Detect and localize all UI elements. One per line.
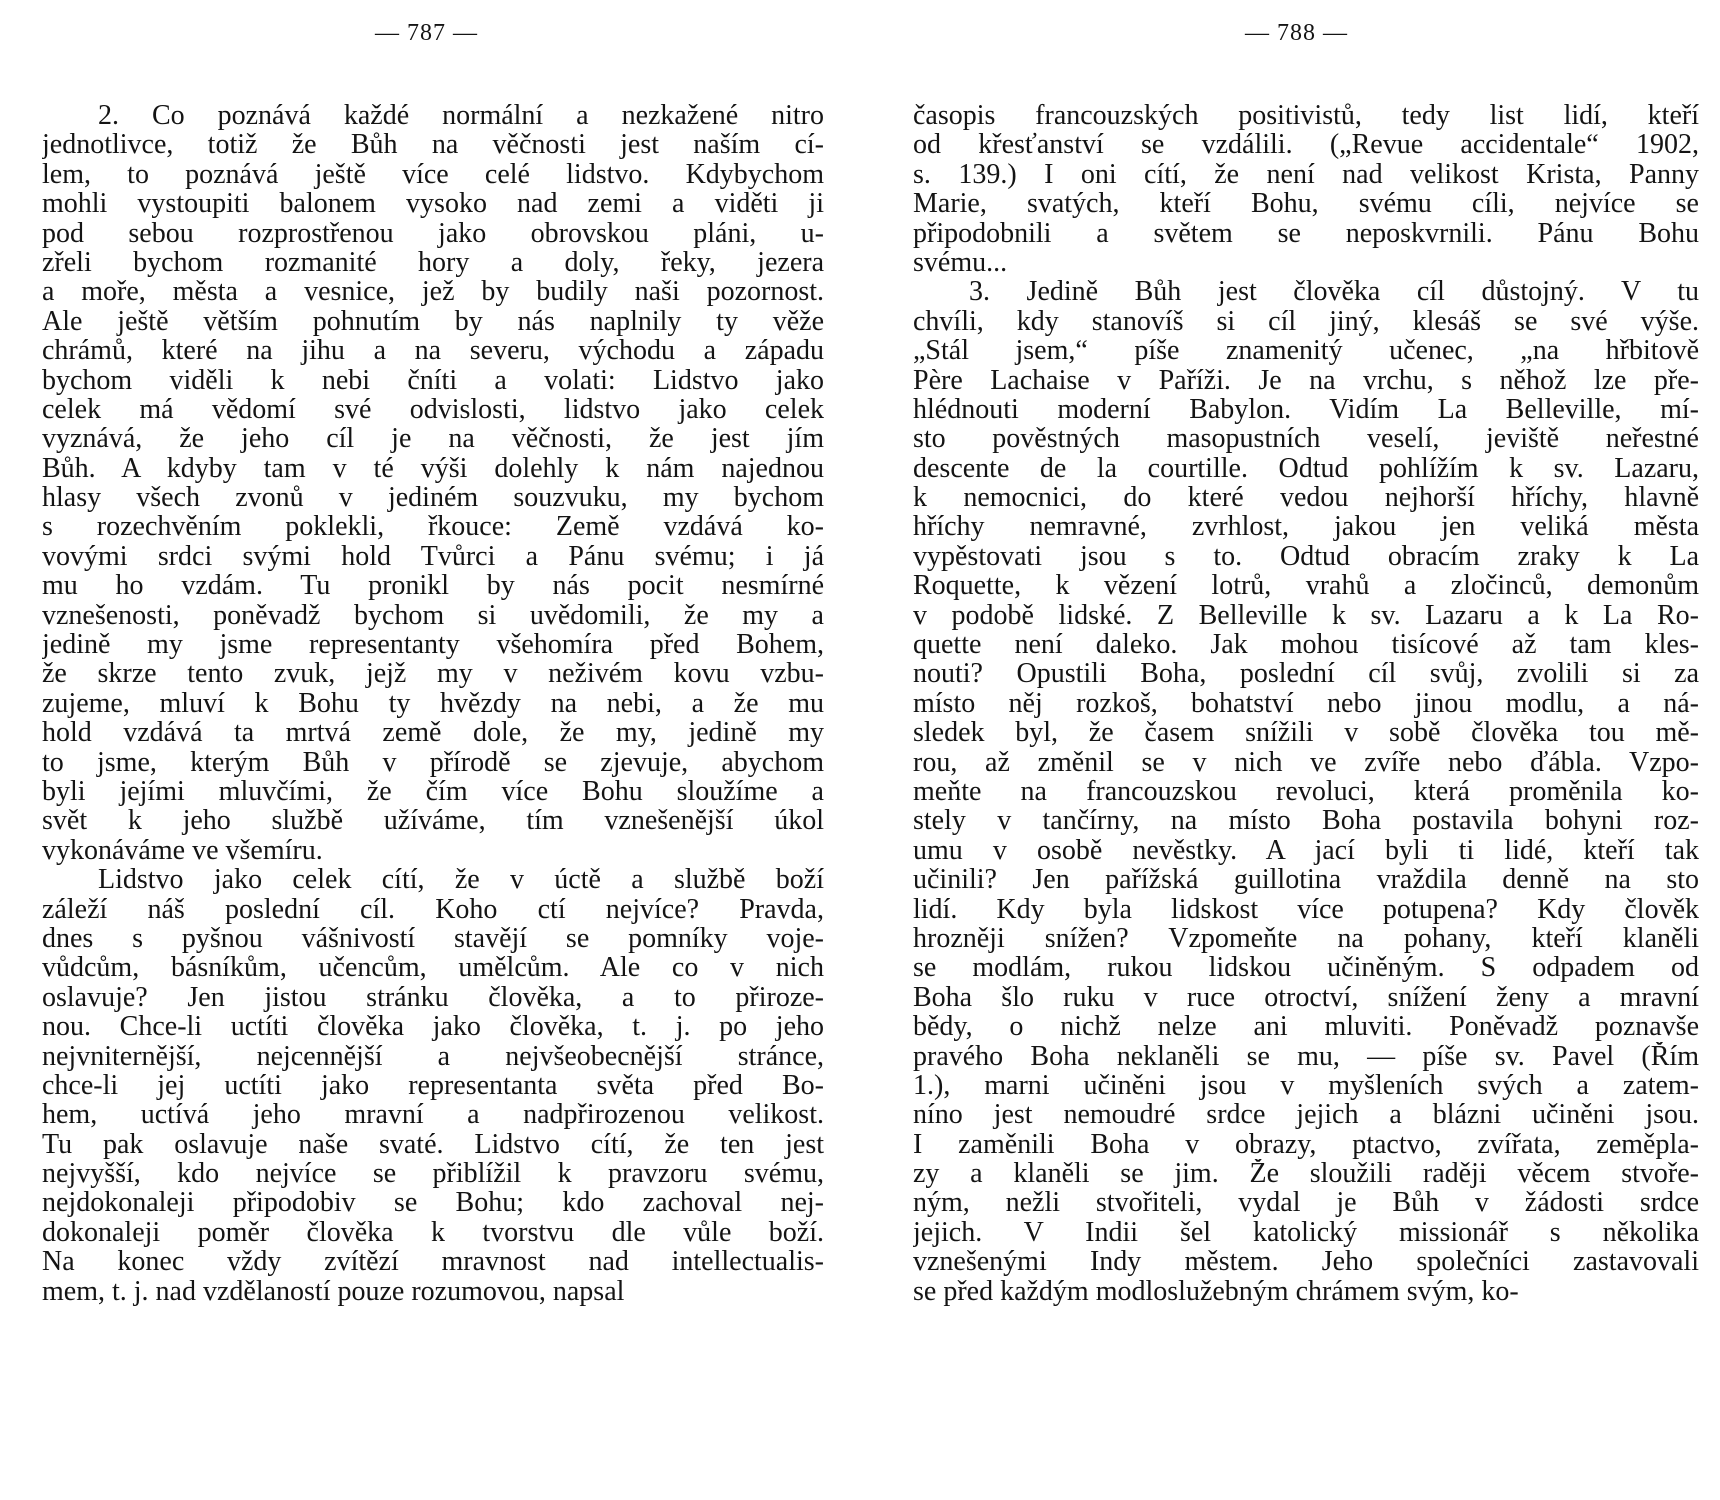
text-line: meňte na francouzskou revoluci, která proměnila ko- [913, 776, 1699, 807]
text-line: připodobnili a světem se neposkvrnili. Pánu Bohu [913, 218, 1699, 248]
body-text [913, 101, 1699, 1306]
text-line: místo něj rozkoš, bohatství nebo jinou modlu, a ná- [913, 688, 1699, 719]
text-line: stely v tančírny, na místo Boha postavila bohyni roz- [913, 806, 1699, 836]
text-line: lidí. Kdy byla lidskost více potupena? Kdy člověk [913, 894, 1699, 924]
text-line: jejich. V Indii šel katolický missionář s několika [913, 1217, 1699, 1248]
text-line: hříchy nemravné, zvrhlost, jakou jen veliká města [913, 512, 1699, 542]
text-line: sledek byl, že časem snížili v sobě člověka tou mě- [913, 718, 1699, 748]
text-line: Roquette, k vězení lotrů, vrahů a zločinců, demonům [913, 571, 1699, 601]
text-line: byli jejími mluvčími, že čím více Bohu sloužíme a [42, 776, 824, 807]
text-line: Boha šlo ruku v ruce otroctví, snížení ženy a mravní [913, 982, 1699, 1013]
text-line: hrozněji snížen? Vzpomeňte na pohany, kteří klaněli [913, 923, 1699, 954]
text-line: Lidstvo jako celek cítí, že v úctě a službě boží [98, 865, 824, 895]
text-line: Marie, svatých, kteří Bohu, svému cíli, nejvíce se [913, 189, 1699, 219]
text-line: lem, to poznává ještě více celé lidstvo. Kdybychom [42, 159, 824, 190]
text-line: zřeli bychom rozmanité hory a doly, řeky, jezera [42, 247, 824, 278]
text-line: „Stál jsem,“ píše znamenitý učenec, „na hřbitově [913, 336, 1699, 366]
text-line: Père Lachaise v Paříži. Je na vrchu, s něhož lze pře- [913, 365, 1699, 395]
text-line: Bůh. A kdyby tam v té výši dolehly k nám najednou [42, 453, 824, 484]
text-line: chce-li jej uctíti jako representanta světa před Bo- [42, 1070, 824, 1101]
text-line: 3. Jedině Bůh jest člověka cíl důstojný. V tu [969, 277, 1699, 307]
text-line: hlasy všech zvonů v jediném souzvuku, my bychom [42, 483, 824, 513]
text-line: záleží náš poslední cíl. Koho ctí nejvíce? Pravda, [42, 894, 824, 924]
text-line: Ale ještě větším pohnutím by nás naplnily ty věže [42, 306, 824, 337]
text-line: vznešenými Indy městem. Jeho společníci zastavovali [913, 1247, 1699, 1277]
page-number: — 788 — [1245, 20, 1348, 46]
text-line: dokonaleji poměr člověka k tvorstvu dle vůle boží. [42, 1217, 824, 1248]
text-line: Tu pak oslavuje naše svaté. Lidstvo cítí, že ten jest [42, 1129, 824, 1160]
text-line: mu ho vzdám. Tu pronikl by nás pocit nesmírné [42, 571, 824, 601]
text-line: že skrze tento zvuk, jejž my v neživém kovu vzbu- [42, 659, 824, 689]
text-line: k nemocnici, do které vedou nejhorší hříchy, hlavně [913, 483, 1699, 513]
text-line: a moře, města a vesnice, jež by budily naši pozornost. [42, 277, 824, 307]
right-page [860, 0, 1720, 1500]
text-line: oslavuje? Jen jistou stránku člověka, a to přiroze- [42, 982, 824, 1013]
body-text [42, 101, 824, 1306]
text-line: descente de la courtille. Odtud pohlížím k sv. Lazaru, [913, 453, 1699, 484]
text-line: rou, až změnil se v nich ve zvíře nebo ďábla. Vzpo- [913, 747, 1699, 777]
text-line: celek má vědomí své odvislosti, lidstvo jako celek [42, 394, 824, 425]
text-line: pravého Boha neklaněli se mu, — píše sv. Pavel (Řím [913, 1041, 1699, 1071]
text-line: I zaměnili Boha v obrazy, ptactvo, zvířata, zeměpla- [913, 1129, 1699, 1160]
text-line: vyznává, že jeho cíl je na věčnosti, že jest jím [42, 424, 824, 454]
text-line: vypěstovati jsou s to. Odtud obracím zraky k La [913, 541, 1699, 572]
text-line: mohli vystoupiti balonem vysoko nad zemi a viděti ji [42, 189, 824, 219]
text-line: v podobě lidské. Z Belleville k sv. Lazaru a k La Ro- [913, 600, 1699, 631]
text-line: hold vzdává ta mrtvá země dole, že my, jedině my [42, 718, 824, 748]
text-line: učinili? Jen pařížská guillotina vraždila denně na sto [913, 865, 1699, 895]
text-line: dnes s pyšnou vášnivostí stavějí se pomníky voje- [42, 923, 824, 954]
text-line: pod sebou rozprostřenou jako obrovskou pláni, u- [42, 218, 824, 248]
text-line: se před každým modloslužebným chrámem svým, ko- [913, 1276, 1519, 1307]
text-line: zujeme, mluví k Bohu ty hvězdy na nebi, a že mu [42, 688, 824, 719]
text-line: chvíli, kdy stanovíš si cíl jiný, klesáš se své výše. [913, 306, 1699, 337]
text-line: nejdokonaleji připodobiv se Bohu; kdo zachoval nej- [42, 1188, 824, 1218]
text-line: vovými srdci svými hold Tvůrci a Pánu svému; i já [42, 541, 824, 572]
text-line: 2. Co poznává každé normální a nezkažené nitro [98, 101, 824, 131]
text-line: časopis francouzských positivistů, tedy list lidí, kteří [913, 101, 1699, 131]
text-line: umu v osobě nevěstky. A jací byli ti lidé, kteří tak [913, 835, 1699, 866]
text-line: nou. Chce-li uctíti člověka jako člověka, t. j. po jeho [42, 1012, 824, 1042]
page-number: — 787 — [375, 20, 478, 46]
text-line: jednotlivce, totiž že Bůh na věčnosti jest naším cí- [42, 130, 824, 160]
text-line: chrámů, které na jihu a na severu, východu a západu [42, 336, 824, 366]
text-line: hem, uctívá jeho mravní a nadpřirozenou velikost. [42, 1100, 824, 1130]
text-line: bědy, o nichž nelze ani mluviti. Poněvadž poznavše [913, 1012, 1699, 1042]
text-line: quette není daleko. Jak mohou tisícové až tam kles- [913, 630, 1699, 660]
text-line: s rozechvěním poklekli, řkouce: Země vzdává ko- [42, 512, 824, 542]
text-line: nejvyšší, kdo nejvíce se přiblížil k pravzoru svému, [42, 1159, 824, 1189]
text-line: hlédnouti moderní Babylon. Vidím La Belleville, mí- [913, 394, 1699, 425]
text-line: vůdcům, básníkům, učencům, umělcům. Ale co v nich [42, 953, 824, 983]
text-line: 1.), marni učiněni jsou v myšleních svých a zatem- [913, 1070, 1699, 1101]
text-line: od křesťanství se vzdálili. („Revue accidentale“ 1902, [913, 130, 1699, 160]
text-line: to jsme, kterým Bůh v přírodě se zjevuje, abychom [42, 747, 824, 777]
text-line: bychom viděli k nebi čníti a volati: Lidstvo jako [42, 365, 824, 395]
text-line: vykonáváme ve všemíru. [42, 835, 323, 866]
text-line: svět k jeho službě užíváme, tím vznešenější úkol [42, 806, 824, 836]
text-line: s. 139.) I oni cítí, že není nad velikost Krista, Panny [913, 159, 1699, 190]
text-line: sto pověstných masopustních veselí, jeviště neřestné [913, 424, 1699, 454]
text-line: nejvniternější, nejcennější a nejvšeobecnější stránce, [42, 1041, 824, 1071]
text-line: se modlám, rukou lidskou učiněným. S odpadem od [913, 953, 1699, 983]
text-line: mem, t. j. nad vzdělaností pouze rozumovou, napsal [42, 1276, 625, 1307]
text-line: Na konec vždy zvítězí mravnost nad intellectualis- [42, 1247, 824, 1277]
text-line: zy a klaněli se jim. Že sloužili raději věcem stvoře- [913, 1159, 1699, 1189]
text-line: ným, nežli stvořiteli, vydal je Bůh v žádosti srdce [913, 1188, 1699, 1218]
text-line: jedině my jsme representanty všehomíra před Bohem, [42, 630, 824, 660]
text-line: vznešenosti, poněvadž bychom si uvědomili, že my a [42, 600, 824, 631]
text-line: níno jest nemoudré srdce jejich a blázni učiněni jsou. [913, 1100, 1699, 1130]
text-line: nouti? Opustili Boha, poslední cíl svůj, zvolili si za [913, 659, 1699, 689]
text-line: svému... [913, 247, 1008, 278]
